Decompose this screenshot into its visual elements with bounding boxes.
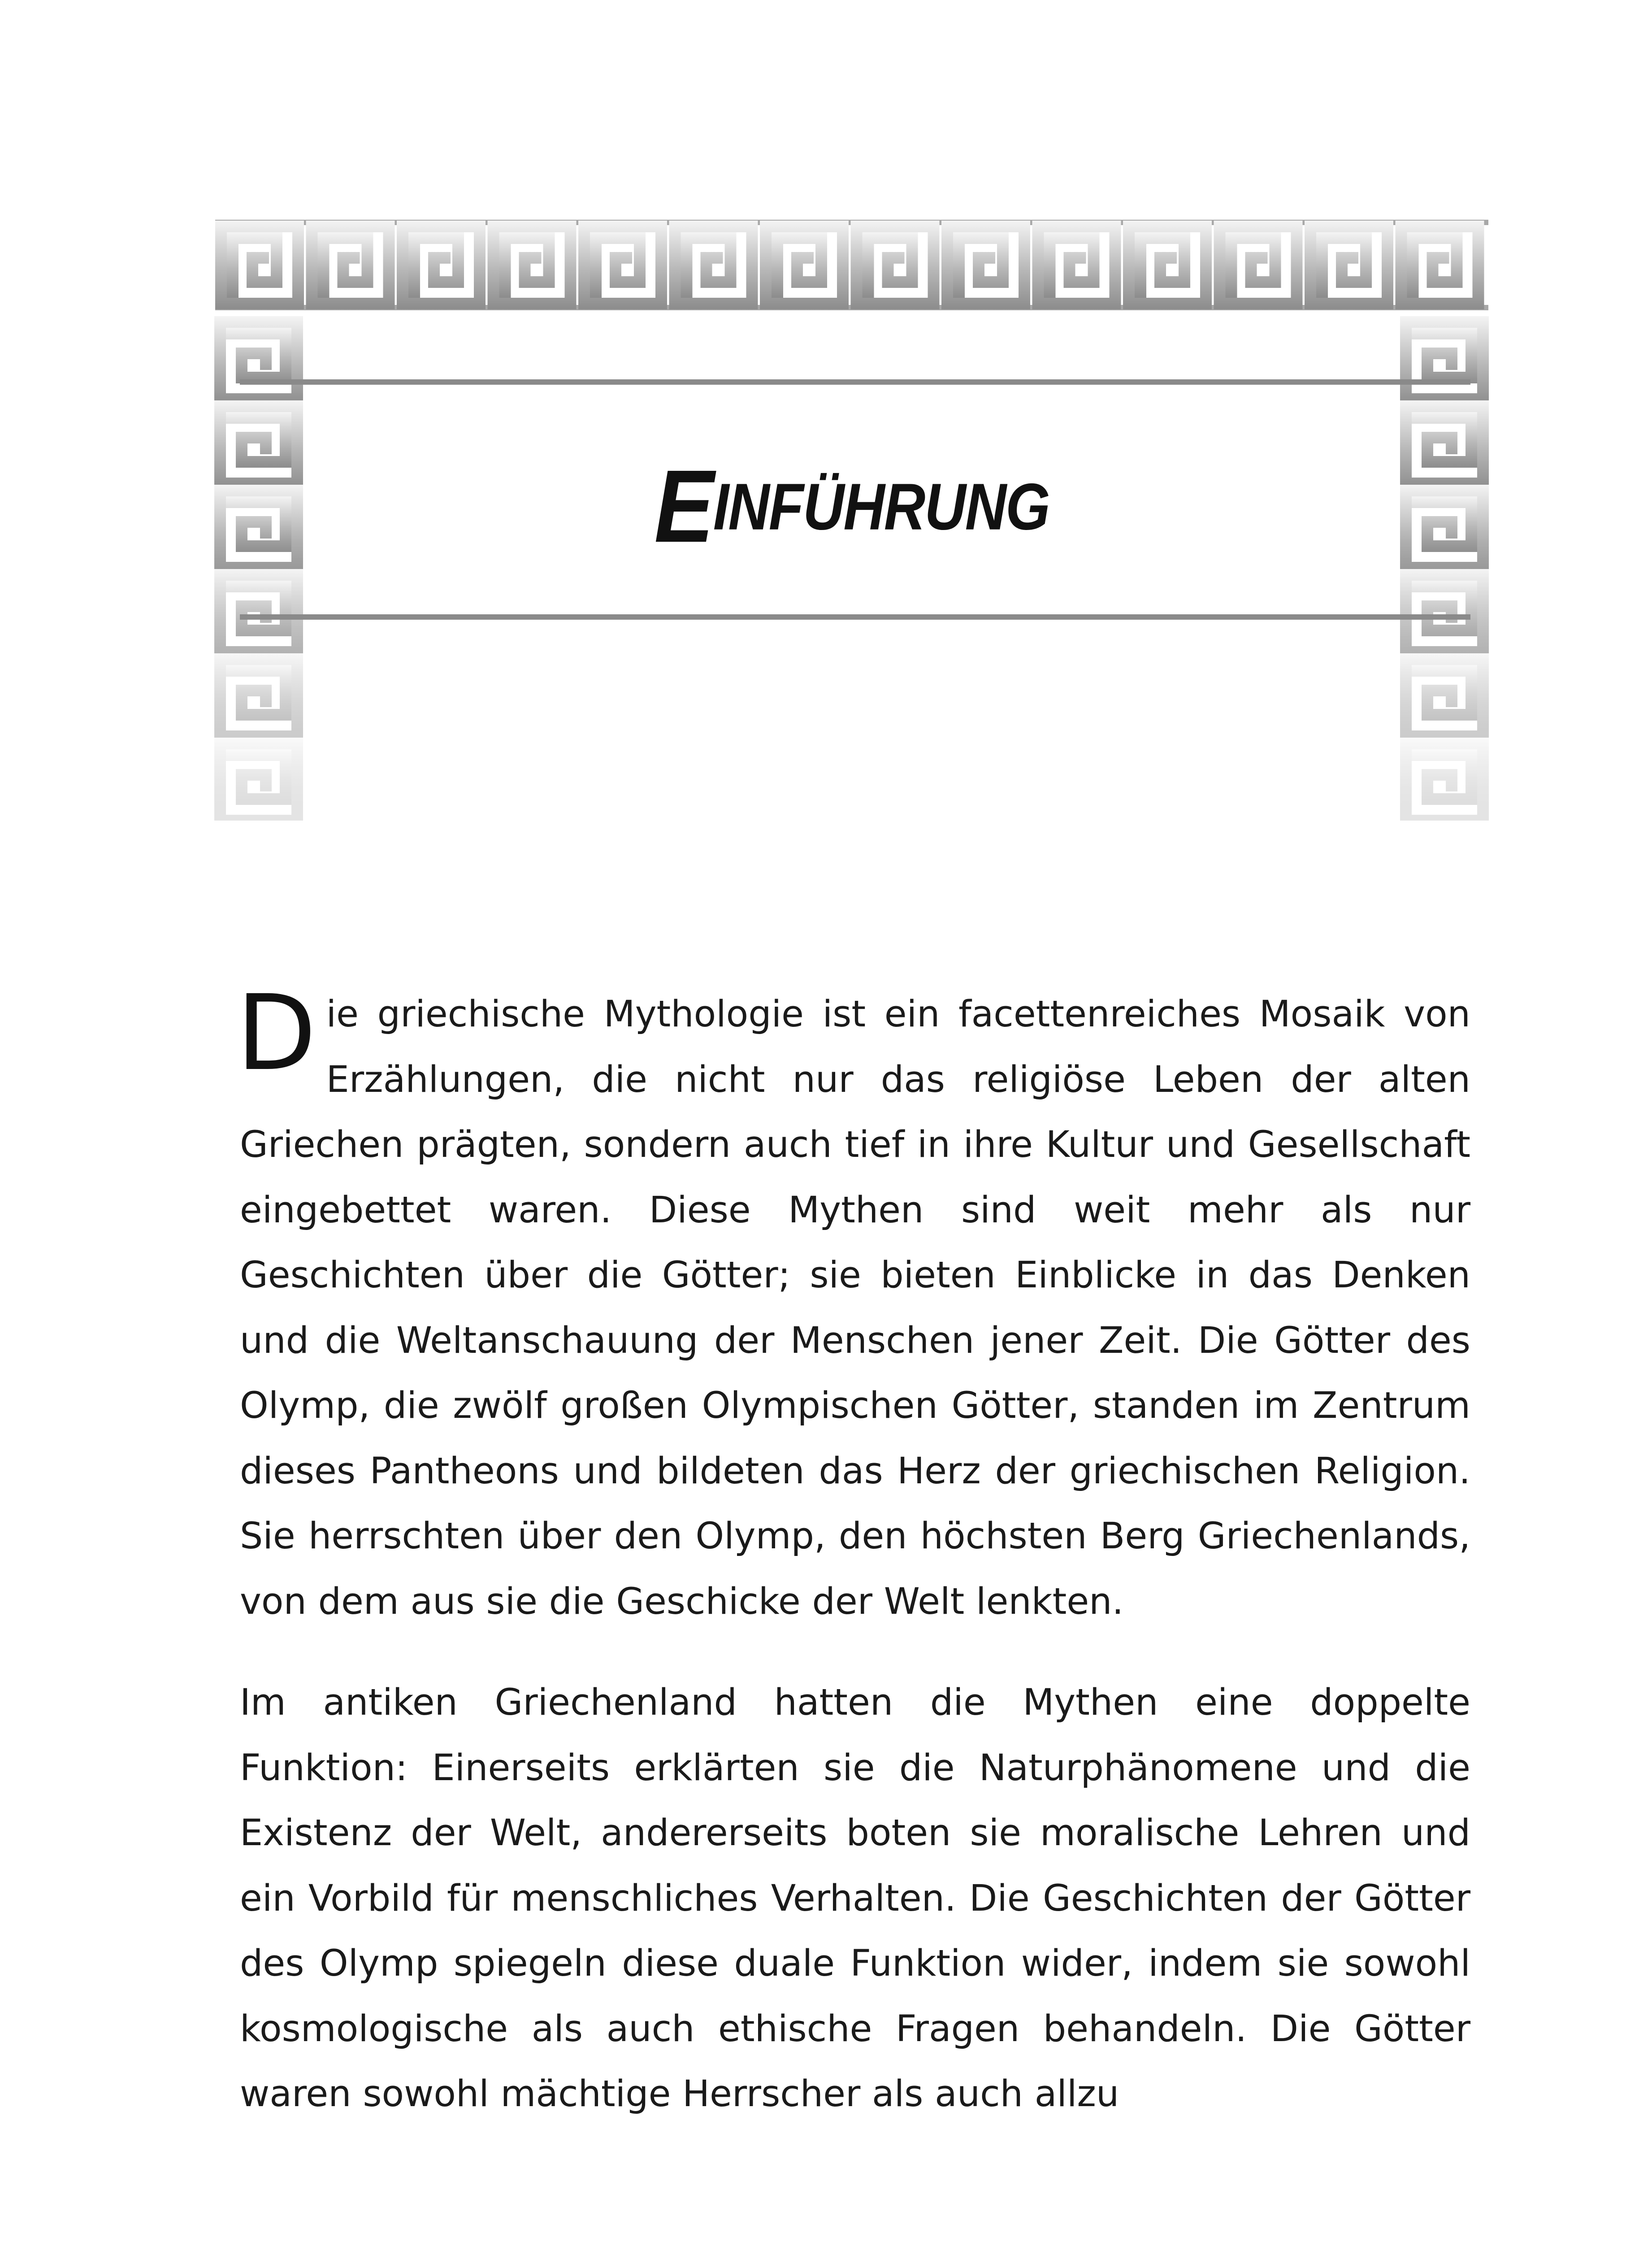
greek-key-ornament-icon bbox=[0, 0, 1652, 821]
title-rule-top bbox=[240, 379, 1470, 385]
greek-key-tile-icon bbox=[488, 221, 577, 309]
title-rule-bottom bbox=[240, 614, 1470, 620]
paragraph-2: Im antiken Griechenland hatten die Mythen eine doppelte Funktion: Einerseits erklärten sie die Naturphänomene und die Existenz der Welt, andererseits boten sie moralische Lehren und ein Vorbild für menschliches Verhalten. Die Geschichten der Götter des Olymp spiegeln diese duale Funktion wider, indem sie sowohl kosmologische als auch ethische Fragen behandeln. Die Götter waren sowohl mächtige Herrscher als auch allzu bbox=[240, 1682, 1470, 2115]
greek-key-tile-icon bbox=[941, 221, 1030, 309]
chapter-title bbox=[305, 432, 1399, 582]
greek-key-tile-icon bbox=[306, 221, 395, 309]
greek-key-tile-icon bbox=[1123, 221, 1212, 309]
drop-cap: D bbox=[236, 973, 317, 1094]
greek-key-tile-icon bbox=[1032, 221, 1121, 309]
chapter-title-rest: INFÜHRUNG bbox=[713, 469, 1049, 544]
greek-key-tile-icon bbox=[1305, 221, 1393, 309]
body-text bbox=[236, 973, 1470, 2127]
greek-key-tile-icon bbox=[578, 221, 667, 309]
chapter-title-initial: E bbox=[654, 449, 713, 564]
greek-key-tile-icon bbox=[397, 221, 486, 309]
paragraph-1-text: ie griechische Mythologie ist ein facettenreiches Mosaik von Erzählungen, die nicht nur das religiöse Leben der alten Griechen prägten, sondern auch tief in ihre Kultur und Gesellschaft eingebettet waren. Diese Mythen sind weit mehr als nur Geschichten über die Götter; sie bieten Einblicke in das Denken und die Weltanschauung der Menschen jener Zeit. Die Götter des Olymp, die zwölf großen Olympischen Götter, standen im Zentrum dieses Pantheons und bildeten das Herz der griechischen Religion. Sie herrschten über den Olymp, den höchsten Berg Griechenlands, von dem aus sie die Geschicke der Welt lenkten. bbox=[240, 993, 1470, 1623]
greek-key-tile-icon bbox=[851, 221, 940, 309]
greek-key-tile-icon bbox=[215, 221, 304, 309]
paragraph-1 bbox=[236, 973, 1470, 1634]
greek-key-tile-icon bbox=[669, 221, 758, 309]
greek-key-tile-icon bbox=[1214, 221, 1303, 309]
greek-key-tile-icon bbox=[760, 221, 849, 309]
greek-key-tile-icon bbox=[1396, 221, 1484, 309]
